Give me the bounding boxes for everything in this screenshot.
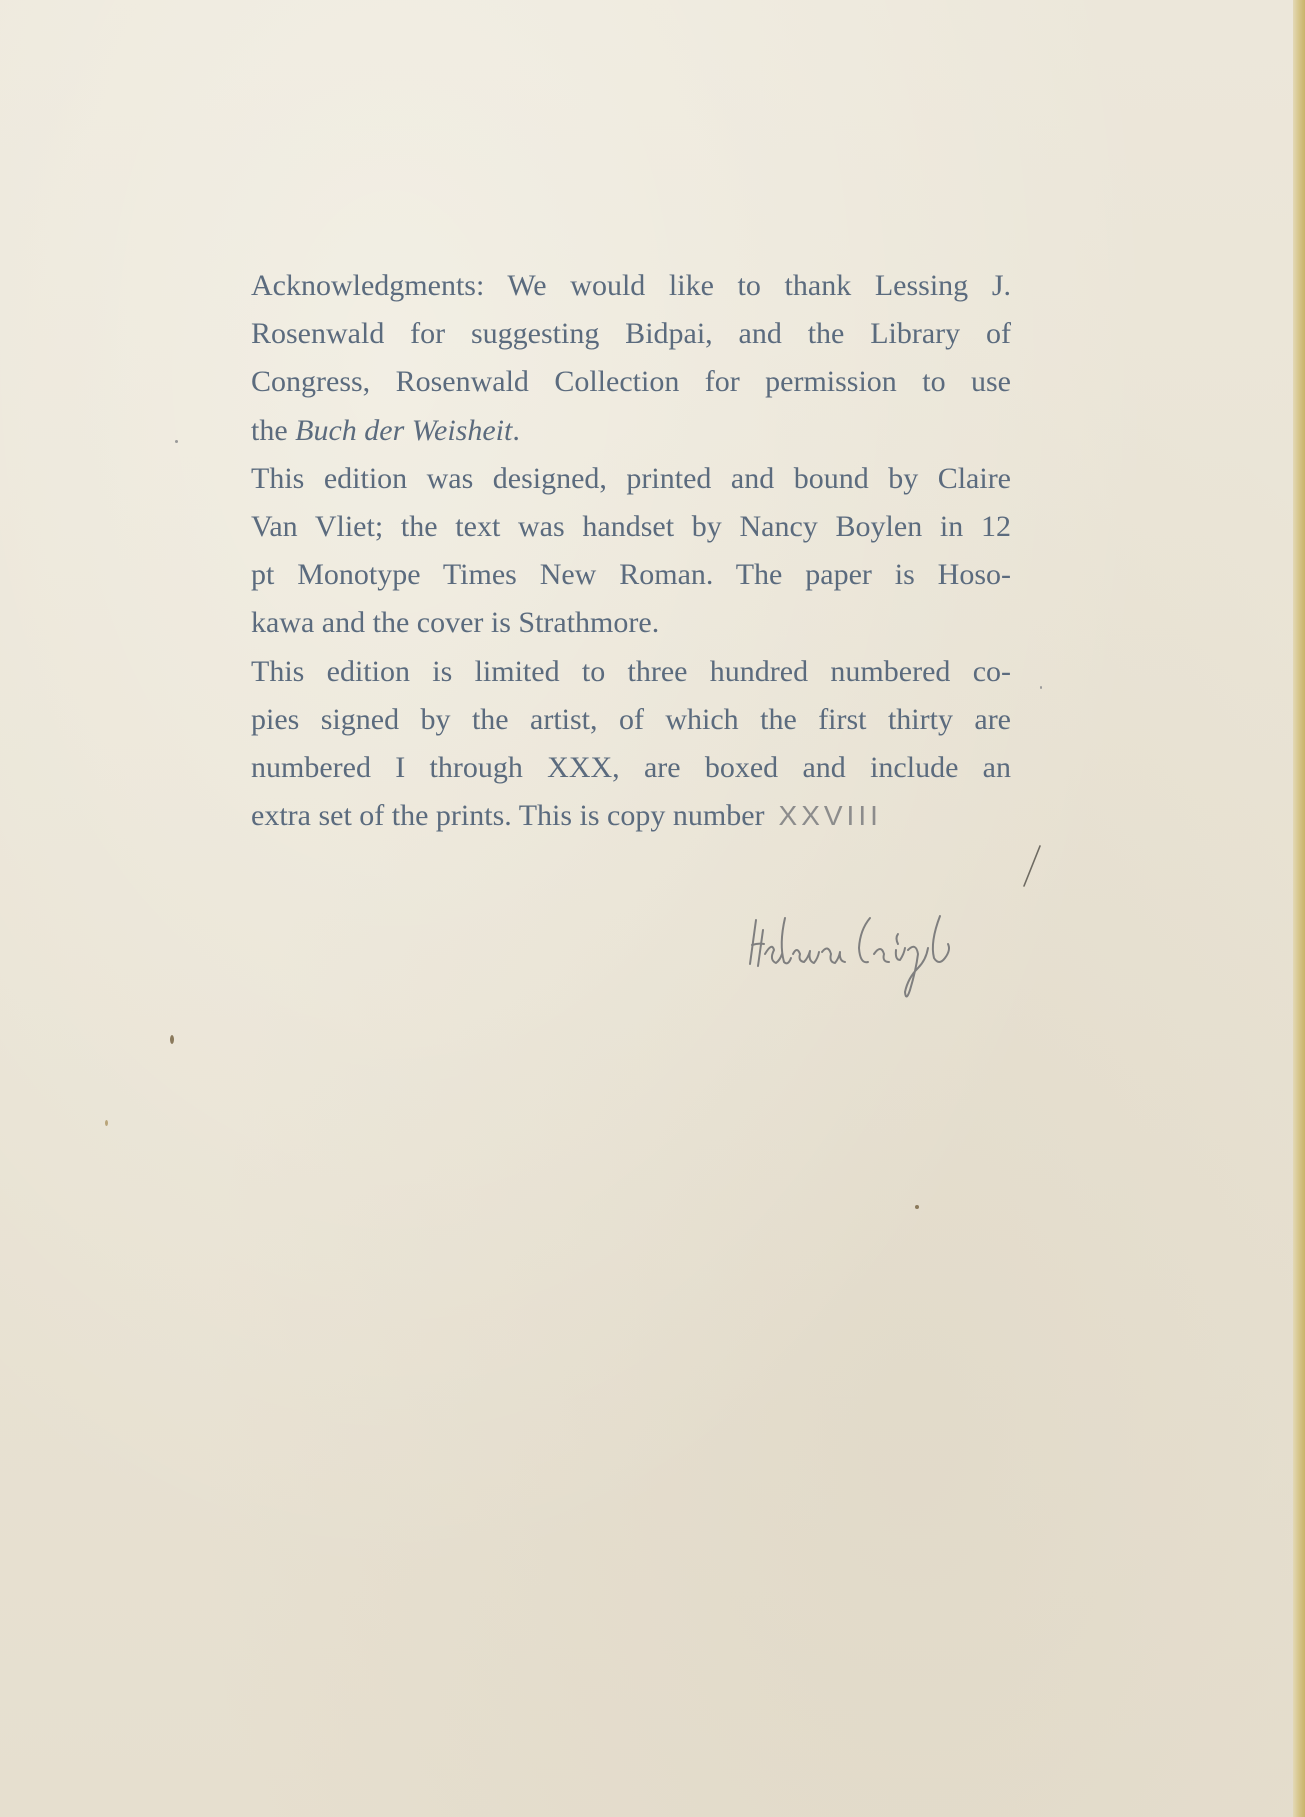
pencil-mark [1010,842,1050,892]
text-line: This edition is limited to three hundred numbered co- [251,654,1011,688]
text-line: Congress, Rosenwald Collection for permission to use [251,365,1011,399]
paper-speck [175,440,178,443]
text-line: Rosenwald for suggesting Bidpai, and the Library of [251,317,1011,351]
artist-signature [748,888,978,1008]
text-line: Acknowledgments: We would like to thank Lessing J. [251,269,1011,302]
paper-speck [105,1120,108,1126]
text-line: Van Vliet; the text was handset by Nancy Boylen in 12 [251,510,1011,544]
limitation-paragraph [251,648,1011,841]
page-edge [1293,0,1305,1817]
colophon-text-block [251,262,1011,840]
text-fragment: . [512,413,520,447]
acknowledgments-paragraph [251,262,1011,455]
paper-speck [1040,686,1042,689]
book-title: Buch der Weisheit [295,413,513,447]
text-fragment: extra set of the prints. This is copy number [251,799,765,833]
copy-number: XXVIII [778,800,882,832]
text-fragment: the [251,413,296,447]
text-line: pies signed by the artist, of which the first thirty are [251,702,1011,736]
text-line: kawa and the cover is Strathmore. [251,606,660,640]
paper-speck [915,1205,919,1209]
text-line: numbered I through XXX, are boxed and include an [251,751,1011,785]
text-line [251,792,1011,840]
text-line: pt Monotype Times New Roman. The paper is Hoso- [251,558,1011,592]
paper-speck [170,1035,174,1044]
edition-paragraph [251,455,1011,648]
text-line [251,407,1011,455]
text-line: This edition was designed, printed and bound by Claire [251,461,1011,495]
